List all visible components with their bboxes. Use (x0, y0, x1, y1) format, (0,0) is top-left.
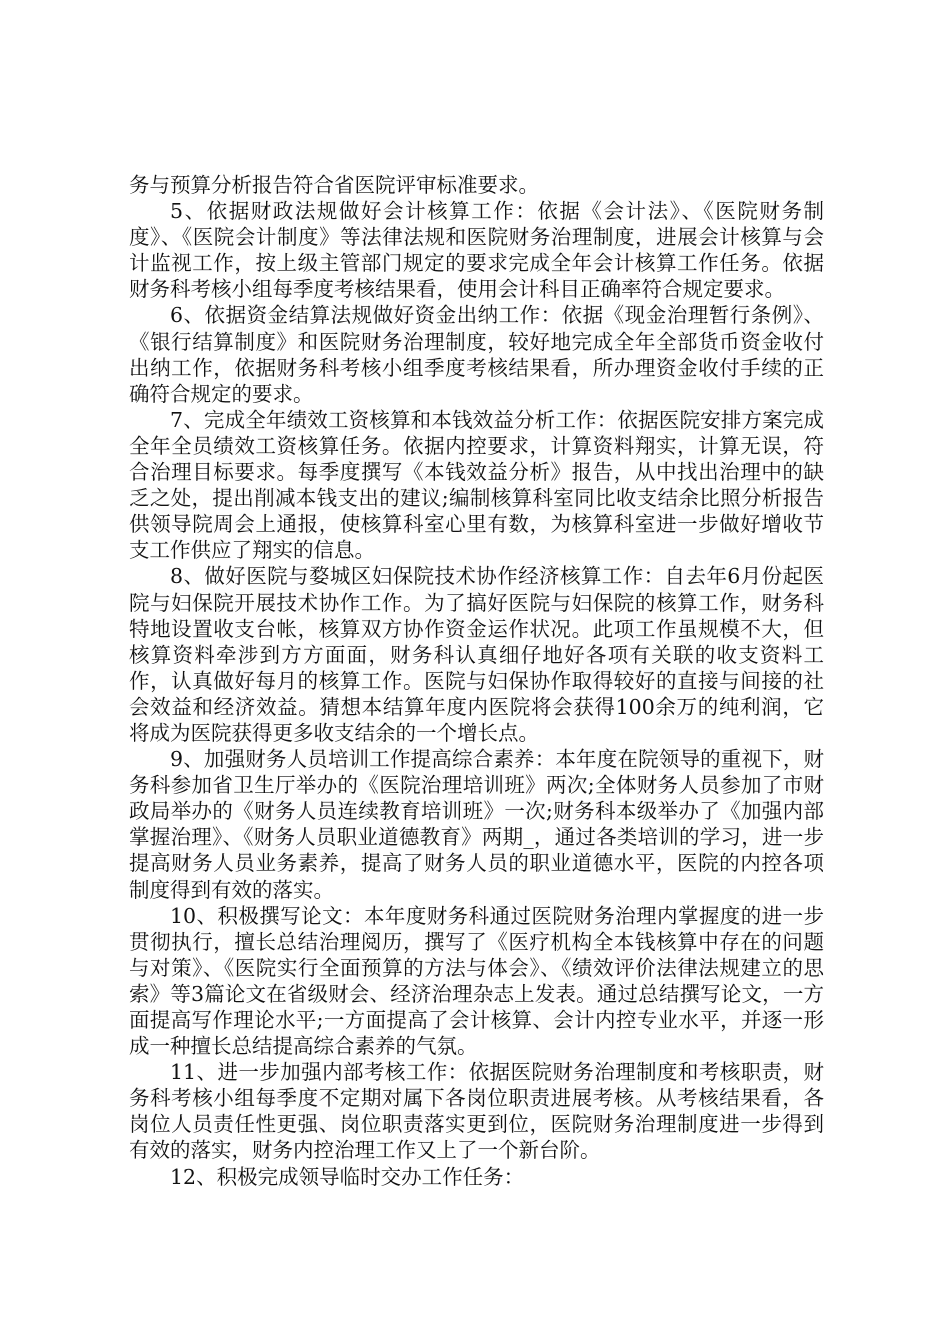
paragraph-item-5: 5、依据财政法规做好会计核算工作：依据《会计法》、《医院财务制度》、《医院会计制度》等法律法规和医院财务治理制度，进展会计核算与会计监视工作，按上级主管部门规定的要求完成全年会计核算工作任务。依据财务科考核小组每季度考核结果看，使用会计科目正确率符合规定要求。 (129, 199, 824, 302)
paragraph-item-7: 7、完成全年绩效工资核算和本钱效益分析工作：依据医院安排方案完成全年全员绩效工资核算任务。依据内控要求，计算资料翔实，计算无误，符合治理目标要求。每季度撰写《本钱效益分析》报告，从中找出治理中的缺乏之处，提出削减本钱支出的建议;编制核算科室同比收支结余比照分析报告供领导院周会上通报，使核算科室心里有数，为核算科室进一步做好增收节支工作供应了翔实的信息。 (129, 407, 824, 563)
paragraph-item-9: 9、加强财务人员培训工作提高综合素养：本年度在院领导的重视下，财务科参加省卫生厅举办的《医院治理培训班》两次;全体财务人员参加了市财政局举办的《财务人员连续教育培训班》一次;财务科本级举办了《加强内部掌握治理》、《财务人员职业道德教育》两期_，通过各类培训的学习，进一步提高财务人员业务素养，提高了财务人员的职业道德水平，医院的内控各项制度得到有效的落实。 (129, 747, 824, 902)
paragraph-item-11: 11、进一步加强内部考核工作：依据医院财务治理制度和考核职责，财务科考核小组每季度不定期对属下各岗位职责进展考核。从考核结果看，各岗位人员责任性更强、岗位职责落实更到位，医院财务治理制度进一步得到有效的落实，财务内控治理工作又上了一个新台阶。 (129, 1060, 824, 1163)
paragraph-item-8: 8、做好医院与婺城区妇保院技术协作经济核算工作：自去年6月份起医院与妇保院开展技术协作工作。为了搞好医院与妇保院的核算工作，财务科特地设置收支台帐，核算双方协作资金运作状况。此项工作虽规模不大，但核算资料牵涉到方方面面，财务科认真细仔地好各项有关联的收支资料工作，认真做好每月的核算工作。医院与妇保协作取得较好的直接与间接的社会效益和经济效益。猜想本结算年度内医院将会获得100余万的纯利润，它将成为医院获得更多收支结余的一个增长点。 (129, 564, 824, 745)
paragraph-item-10: 10、积极撰写论文：本年度财务科通过医院财务治理内掌握度的进一步贯彻执行，擅长总结治理阅历，撰写了《医疗机构全本钱核算中存在的问题与对策》、《医院实行全面预算的方法与体会》、《绩效评价法律法规建立的思索》等3篇论文在省级财会、经济治理杂志上发表。通过总结撰写论文，一方面提高写作理论水平;一方面提高了会计核算、会计内控专业水平，并逐一形成一种擅长总结提高综合素养的气氛。 (129, 903, 824, 1059)
document-body (129, 172, 824, 1190)
paragraph-item-6: 6、依据资金结算法规做好资金出纳工作：依据《现金治理暂行条例》、《银行结算制度》和医院财务治理制度，较好地完成全年全部货币资金收付出纳工作，依据财务科考核小组季度考核结果看，所办理资金收付手续的正确符合规定的要求。 (129, 303, 824, 406)
paragraph-item-12: 12、积极完成领导临时交办工作任务： (170, 1164, 525, 1189)
paragraph-continuation: 务与预算分析报告符合省医院评审标准要求。 (129, 173, 539, 197)
